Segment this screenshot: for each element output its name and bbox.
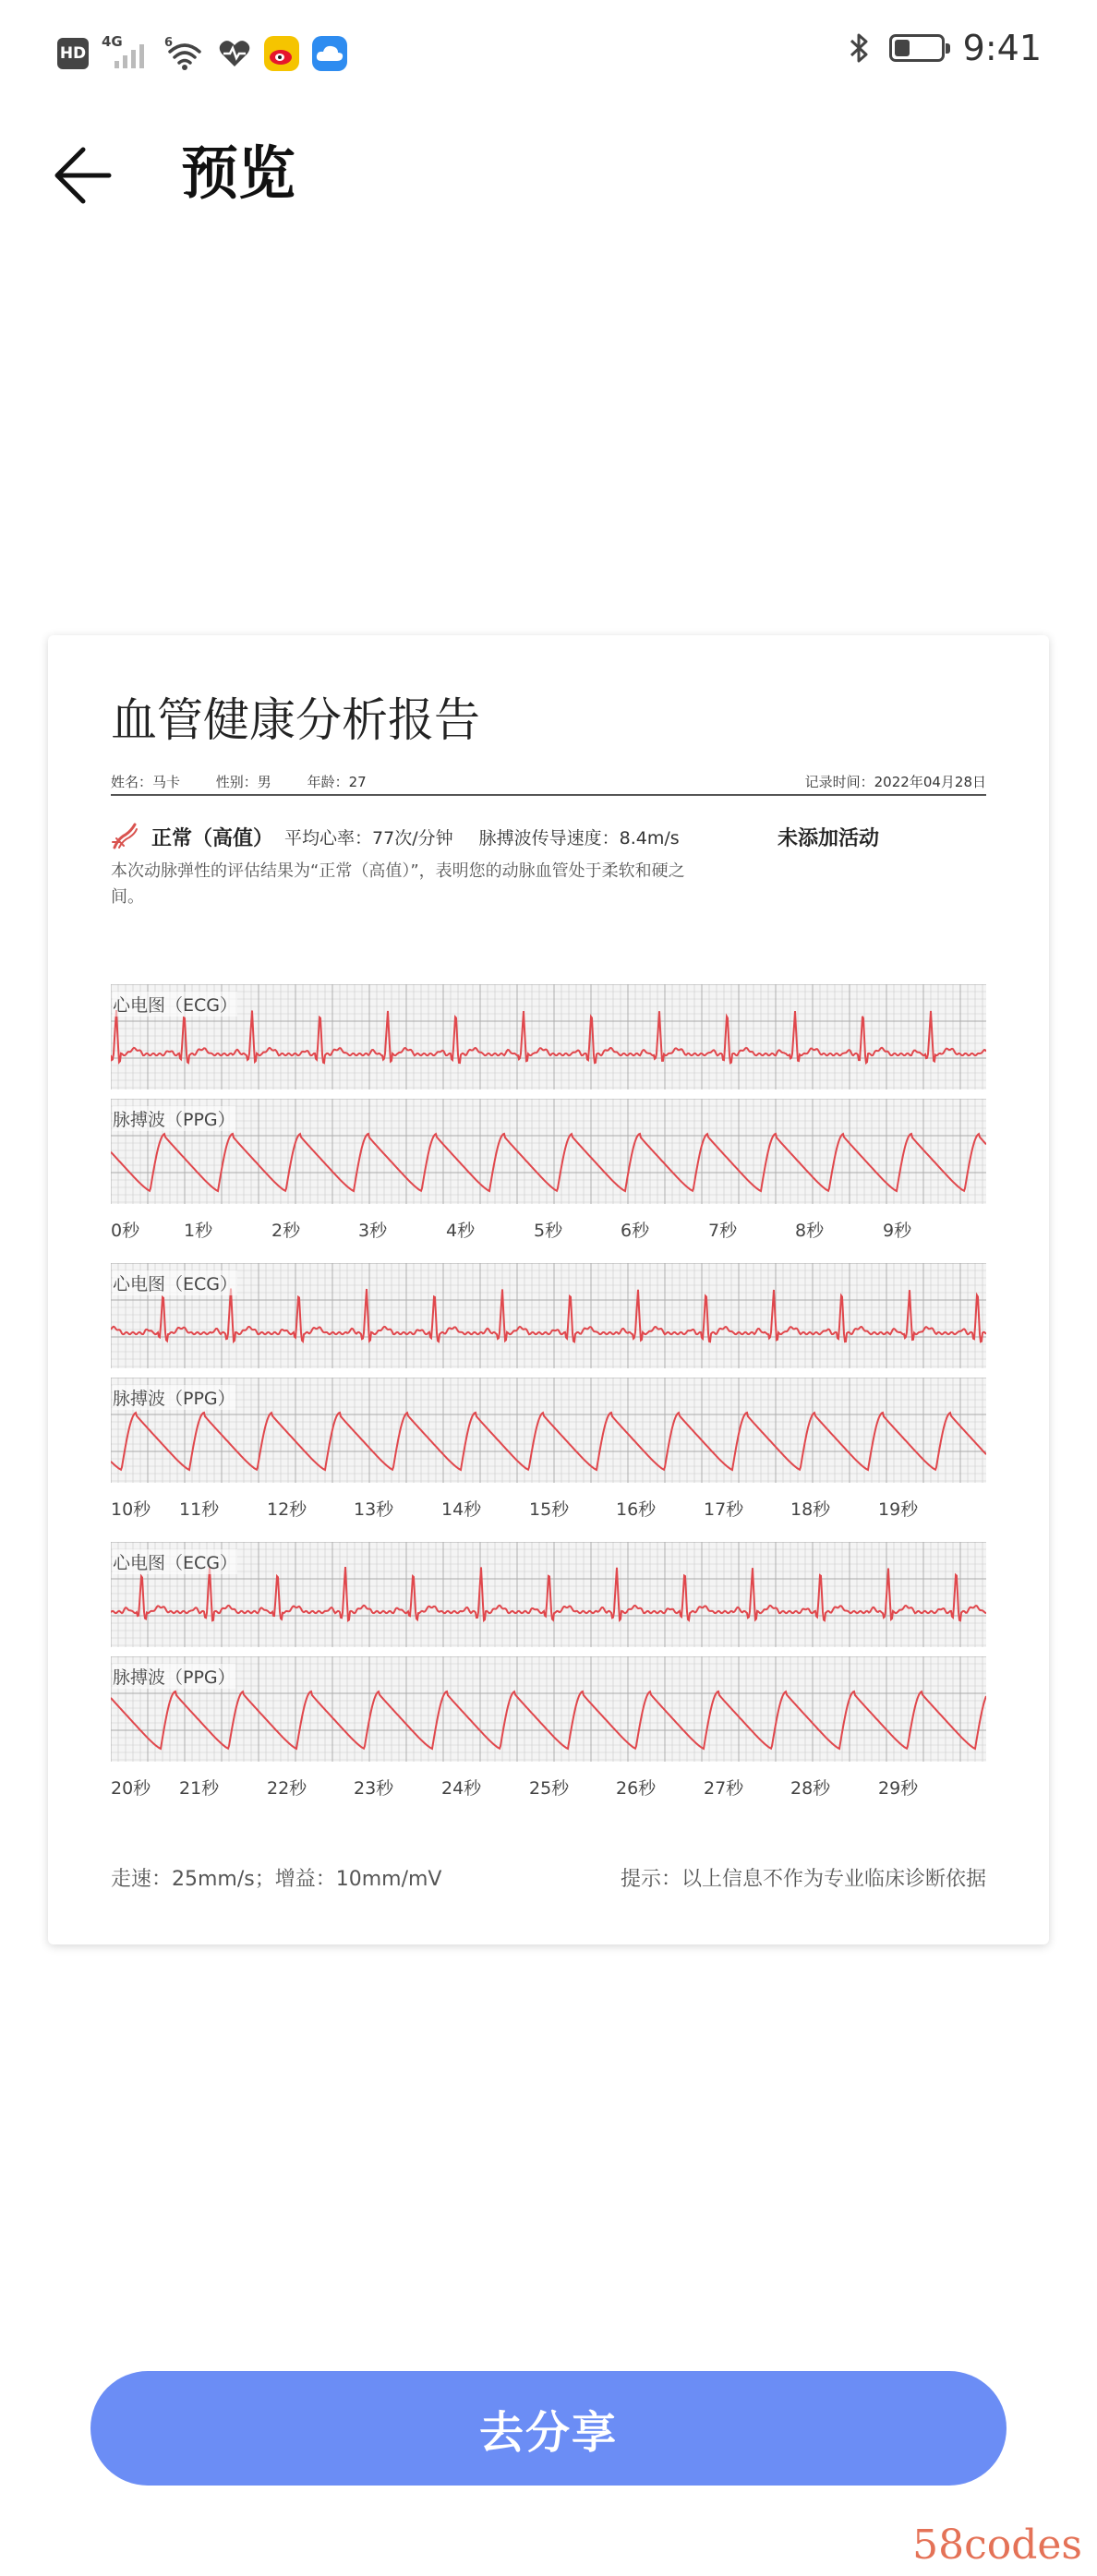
- time-tick: 19秒: [878, 1499, 919, 1520]
- ppg-panel: [111, 1378, 986, 1483]
- avg-heart-rate: 平均心率：77次/分钟: [284, 827, 453, 849]
- time-tick: 8秒: [795, 1221, 825, 1241]
- record-time: 记录时间：2022年04月28日: [804, 774, 986, 790]
- time-tick: 21秒: [179, 1778, 220, 1799]
- wifi-6-icon: [164, 35, 205, 72]
- divider: [111, 794, 986, 796]
- report-title: 血管健康分析报告: [111, 693, 480, 747]
- time-tick: 6秒: [621, 1221, 650, 1241]
- time-tick: 26秒: [616, 1778, 657, 1799]
- ecg-trace: [111, 1542, 986, 1647]
- artery-icon: [111, 822, 139, 851]
- time-tick: 23秒: [354, 1778, 394, 1799]
- time-tick: 10秒: [111, 1499, 151, 1520]
- time-tick: 25秒: [529, 1778, 570, 1799]
- ppg-panel: [111, 1099, 986, 1204]
- time-tick: 4秒: [446, 1221, 476, 1241]
- ppg-label: 脉搏波（PPG）: [113, 1106, 235, 1131]
- watermark-logo: 58codes: [912, 2522, 1082, 2569]
- time-tick: 22秒: [267, 1778, 307, 1799]
- time-tick: 5秒: [534, 1221, 563, 1241]
- page-title: 预览: [181, 139, 296, 207]
- health-heart-icon: [218, 38, 251, 69]
- time-tick: 15秒: [529, 1499, 570, 1520]
- ecg-label: 心电图（ECG）: [113, 992, 237, 1017]
- ecg-panel: [111, 1542, 986, 1647]
- ppg-panel: [111, 1656, 986, 1762]
- time-tick: 16秒: [616, 1499, 657, 1520]
- battery-icon: [889, 34, 945, 62]
- patient-name: 姓名：马卡: [111, 774, 181, 790]
- time-tick: 12秒: [267, 1499, 307, 1520]
- status-time: 9:41: [962, 28, 1042, 68]
- ppg-label: 脉搏波（PPG）: [113, 1664, 235, 1689]
- time-tick: 3秒: [358, 1221, 388, 1241]
- time-axis: [111, 1217, 986, 1241]
- ppg-trace: [111, 1656, 986, 1762]
- svg-text:6: 6: [164, 36, 174, 50]
- ppg-trace: [111, 1099, 986, 1204]
- result-status: 正常（高值）: [151, 826, 274, 850]
- time-tick: 11秒: [179, 1499, 220, 1520]
- report-card: [48, 635, 1049, 1944]
- ecg-panel: [111, 1263, 986, 1368]
- time-tick: 0秒: [111, 1221, 140, 1241]
- ecg-trace: [111, 1263, 986, 1368]
- ecg-trace: [111, 984, 986, 1089]
- ecg-panel: [111, 984, 986, 1089]
- time-tick: 28秒: [790, 1778, 831, 1799]
- time-tick: 1秒: [184, 1221, 213, 1241]
- recording-params: 走速：25mm/s；增益：10mm/mV: [111, 1868, 442, 1891]
- pulse-wave-velocity: 脉搏波传导速度：8.4m/s: [478, 827, 680, 849]
- result-description: 本次动脉弹性的评估结果为“正常（高值）”，表明您的动脉血管处于柔软和硬之间。: [111, 861, 685, 907]
- time-tick: 2秒: [271, 1221, 301, 1241]
- activity-label: 未添加活动: [778, 826, 880, 850]
- ecg-label: 心电图（ECG）: [113, 1549, 237, 1574]
- status-bar: [0, 0, 1097, 102]
- back-button[interactable]: [46, 138, 120, 212]
- ecg-label: 心电图（ECG）: [113, 1270, 237, 1295]
- time-tick: 17秒: [704, 1499, 744, 1520]
- share-button[interactable]: 去分享: [90, 2371, 1007, 2486]
- time-tick: 27秒: [704, 1778, 744, 1799]
- time-tick: 29秒: [878, 1778, 919, 1799]
- time-axis: [111, 1775, 986, 1799]
- bluetooth-icon: [849, 31, 871, 65]
- ppg-trace: [111, 1378, 986, 1483]
- hd-icon: HD: [57, 38, 89, 69]
- time-tick: 9秒: [883, 1221, 912, 1241]
- arrow-left-icon: [50, 142, 116, 209]
- cellular-4g-icon: 4G: [102, 35, 151, 72]
- time-axis: [111, 1496, 986, 1520]
- ppg-label: 脉搏波（PPG）: [113, 1385, 235, 1410]
- time-tick: 7秒: [708, 1221, 738, 1241]
- time-tick: 24秒: [441, 1778, 482, 1799]
- cloud-icon: [312, 36, 347, 71]
- disclaimer: 提示：以上信息不作为专业临床诊断依据: [620, 1868, 986, 1891]
- result-row: [111, 822, 986, 851]
- time-tick: 14秒: [441, 1499, 482, 1520]
- weibo-icon: [264, 36, 299, 71]
- time-tick: 20秒: [111, 1778, 151, 1799]
- time-tick: 18秒: [790, 1499, 831, 1520]
- report-info-row: [111, 772, 986, 791]
- time-tick: 13秒: [354, 1499, 394, 1520]
- patient-age: 年龄：27: [307, 774, 367, 790]
- patient-gender: 性别：男: [215, 774, 271, 790]
